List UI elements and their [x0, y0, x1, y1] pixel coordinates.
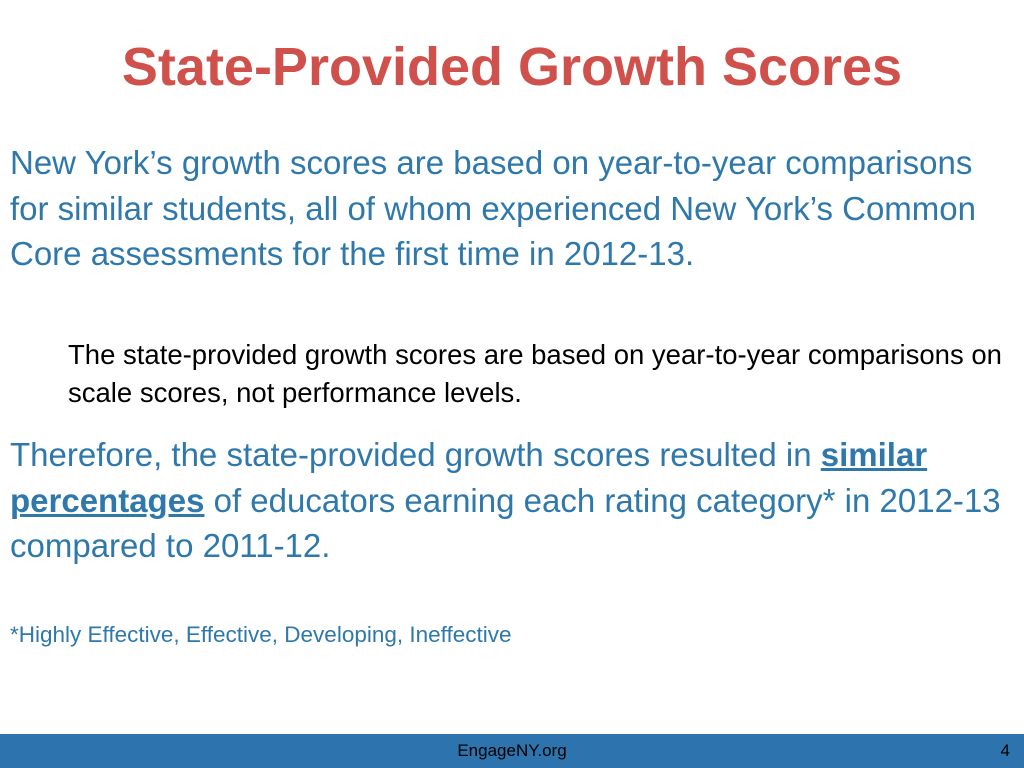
- footnote: *Highly Effective, Effective, Developing, Ineffective: [10, 622, 512, 647]
- footer-site-label: EngageNY.org: [457, 741, 567, 760]
- sub-point-paragraph: The state-provided growth scores are based on year-to-year comparisons on scale scores, not performance levels.: [68, 339, 1002, 408]
- conclusion-text-before: Therefore, the state-provided growth scores resulted in: [10, 436, 821, 473]
- slide-title: State-Provided Growth Scores: [121, 37, 903, 97]
- conclusion-paragraph: [10, 432, 1020, 569]
- page-number: 4: [1000, 741, 1010, 760]
- intro-paragraph: New York’s growth scores are based on year-to-year comparisons for similar students, all of whom experienced New York’s Common Core assessments for the first time in 2012-13.: [10, 144, 976, 272]
- conclusion-text-after: of educators earning each rating category* in 2012-13 compared to 2011-12.: [10, 481, 1001, 564]
- footer-bar: [0, 734, 1024, 768]
- conclusion-emphasis: similar percentages: [10, 436, 928, 519]
